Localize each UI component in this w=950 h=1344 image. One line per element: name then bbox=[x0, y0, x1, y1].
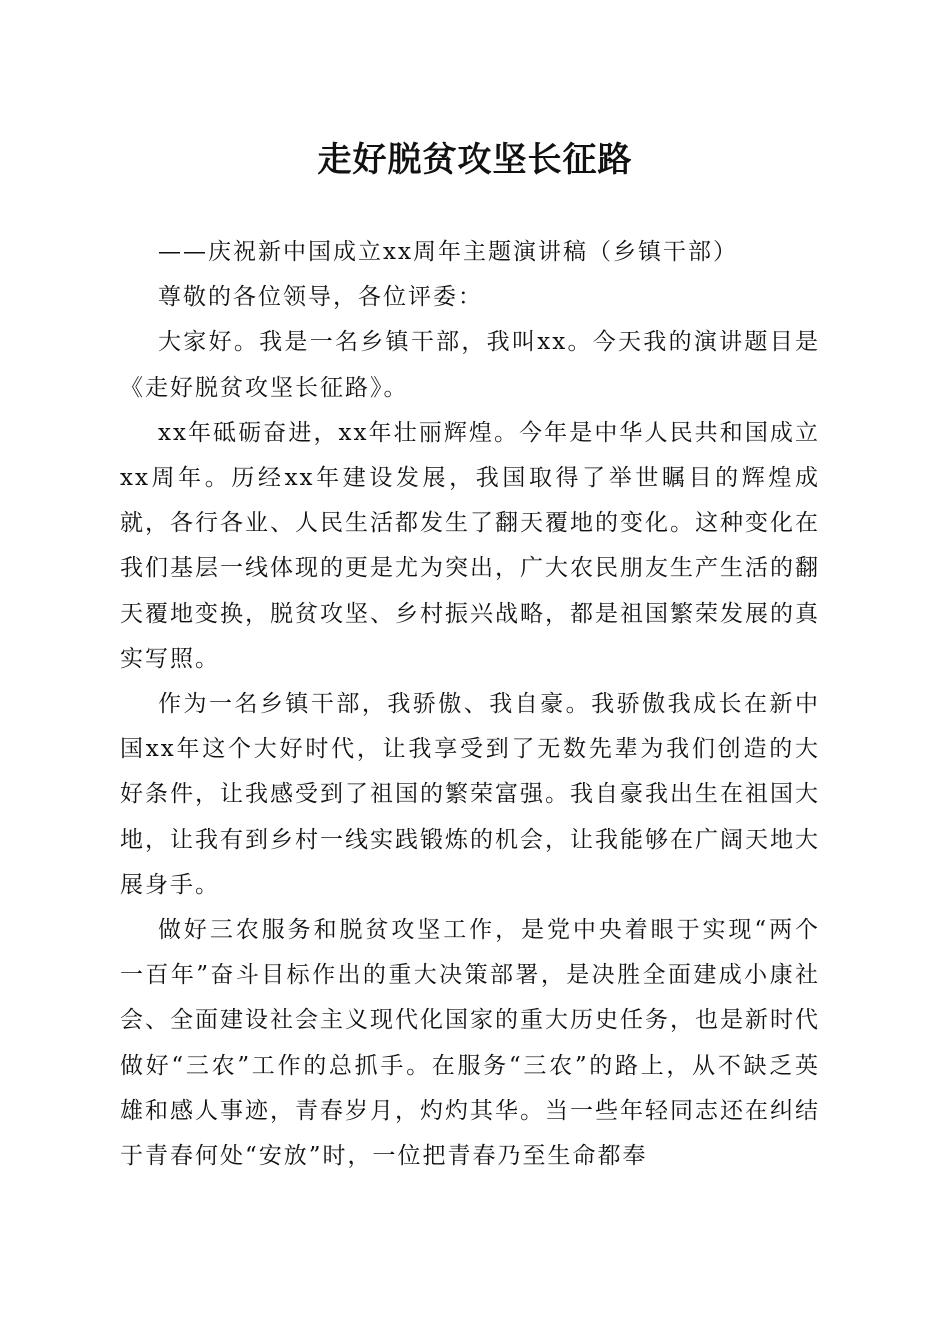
salutation: 尊敬的各位领导，各位评委： bbox=[158, 284, 483, 311]
paragraph: 大家好。我是一名乡镇干部，我叫xx。今天我的演讲题目是《走好脱贫攻坚长征路》。 bbox=[120, 329, 820, 401]
document-title: 走好脱贫攻坚长征路 bbox=[317, 140, 633, 180]
paragraph: xx年砥砺奋进，xx年壮丽辉煌。今年是中华人民共和国成立xx周年。历经xx年建设发展，我国取得了举世瞩目的辉煌成就，各行各业、人民生活都发生了翻天覆地的变化。这种变化在我们基层一线体现的更是尤为突出，广大农民朋友生产生活的翻天覆地变换，脱贫攻坚、乡村振兴战略，都是祖国繁荣发展的真实写照。 bbox=[120, 419, 820, 672]
document-body bbox=[120, 230, 820, 1179]
subtitle: ——庆祝新中国成立xx周年主题演讲稿（乡镇干部） bbox=[158, 239, 738, 265]
paragraph: 做好三农服务和脱贫攻坚工作，是党中央着眼于实现“两个一百年”奋斗目标作出的重大决策部署，是决胜全面建成小康社会、全面建设社会主义现代化国家的重大历史任务，也是新时代做好“三农”工作的总抓手。在服务“三农”的路上，从不缺乏英雄和感人事迹，青春岁月，灼灼其华。当一些年轻同志还在纠结于青春何处“安放”时，一位把青春乃至生命都奉 bbox=[120, 917, 820, 1170]
paragraph: 作为一名乡镇干部，我骄傲、我自豪。我骄傲我成长在新中国xx年这个大好时代，让我享受到了无数先辈为我们创造的大好条件，让我感受到了祖国的繁荣富强。我自豪我出生在祖国大地，让我有到乡村一线实践锻炼的机会，让我能够在广阔天地大展身手。 bbox=[120, 691, 820, 898]
